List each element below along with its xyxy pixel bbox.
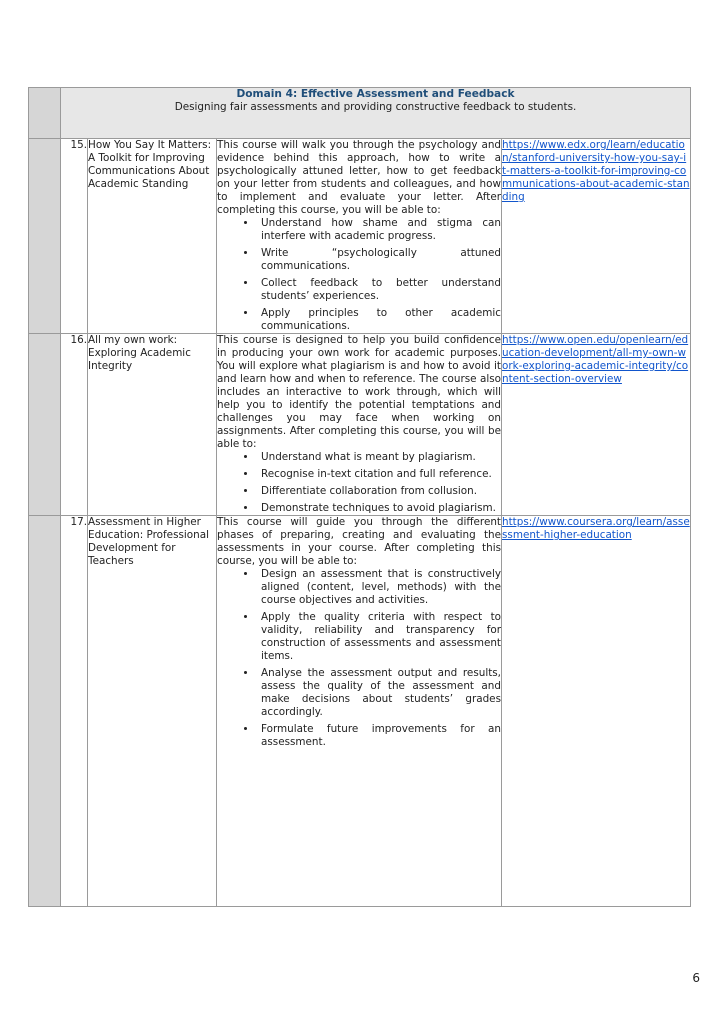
row-margin-cell: [29, 139, 61, 334]
course-description: [217, 334, 502, 516]
outcome-item: • Apply principles to other academic communications.: [257, 307, 501, 333]
course-title: All my own work: Exploring Academic Integrity: [88, 334, 217, 516]
course-link-cell: [502, 516, 691, 907]
course-link[interactable]: https://www.coursera.org/learn/assessment-higher-education: [502, 516, 690, 541]
row-margin-cell: [29, 88, 61, 139]
outcome-item: • Understand how shame and stigma can interfere with academic progress.: [257, 217, 501, 243]
domain-header-row: [29, 88, 691, 139]
learning-outcomes: [217, 451, 501, 515]
outcome-item: • Collect feedback to better understand students’ experiences.: [257, 277, 501, 303]
course-link-cell: [502, 139, 691, 334]
learning-outcomes: [217, 217, 501, 333]
course-intro: This course is designed to help you build confidence in producing your own work for academic purposes. You will explore what plagiarism is and how to avoid it and learn how and when to reference. The course also includes an interactive to work through, which will help you to identify the potential temptations and challenges you may face when working on assignments. After completing this course, you will be able to:: [217, 334, 501, 450]
course-title: How You Say It Matters: A Toolkit for Improving Communications About Academic Standing: [88, 139, 217, 334]
course-link[interactable]: https://www.open.edu/openlearn/education-development/all-my-own-work-exploring-academic-integrity/content-section-overview: [502, 334, 689, 385]
outcome-item: • Analyse the assessment output and results, assess the quality of the assessment and make decisions about students’ grades accordingly.: [257, 667, 501, 719]
course-number: 15.: [61, 139, 88, 334]
course-row: [29, 334, 691, 516]
domain-header: [61, 88, 691, 139]
course-intro: This course will walk you through the psychology and evidence behind this approach, how to write a psychologically attuned letter, how to get feedback on your letter from students and colleagues, and how to implement and evaluate your letter. After completing this course, you will be able to:: [217, 139, 501, 216]
outcome-item: • Design an assessment that is constructively aligned (content, level, methods) with the course objectives and activities.: [257, 568, 501, 607]
course-link-cell: [502, 334, 691, 516]
course-description: [217, 516, 502, 907]
course-description: [217, 139, 502, 334]
course-row: [29, 139, 691, 334]
learning-outcomes: [217, 568, 501, 749]
course-intro: This course will guide you through the different phases of preparing, creating and evaluating the assessments in your course. After completing this course, you will be able to:: [217, 516, 501, 567]
outcome-item: • Understand what is meant by plagiarism.: [257, 451, 501, 464]
outcome-item: • Demonstrate techniques to avoid plagiarism.: [257, 502, 501, 515]
page-number: 6: [692, 971, 700, 985]
outcome-item: • Write “psychologically attuned communications.: [257, 247, 501, 273]
courses-table: [28, 87, 691, 907]
row-margin-cell: [29, 516, 61, 907]
course-title: Assessment in Higher Education: Professional Development for Teachers: [88, 516, 217, 907]
row-margin-cell: [29, 334, 61, 516]
course-row: [29, 516, 691, 907]
outcome-item: • Differentiate collaboration from collusion.: [257, 485, 501, 498]
domain-subtitle: Designing fair assessments and providing constructive feedback to students.: [174, 101, 577, 113]
course-number: 17.: [61, 516, 88, 907]
course-number: 16.: [61, 334, 88, 516]
outcome-item: • Formulate future improvements for an assessment.: [257, 723, 501, 749]
outcome-item: • Apply the quality criteria with respect to validity, reliability and transparency for construction of assessments and assessment items.: [257, 611, 501, 663]
outcome-item: • Recognise in-text citation and full reference.: [257, 468, 501, 481]
domain-title: Domain 4: Effective Assessment and Feedback: [236, 88, 515, 100]
course-link[interactable]: https://www.edx.org/learn/education/stanford-university-how-you-say-it-matters-a-toolkit-for-improving-communications-about-academic-standing: [502, 139, 690, 203]
